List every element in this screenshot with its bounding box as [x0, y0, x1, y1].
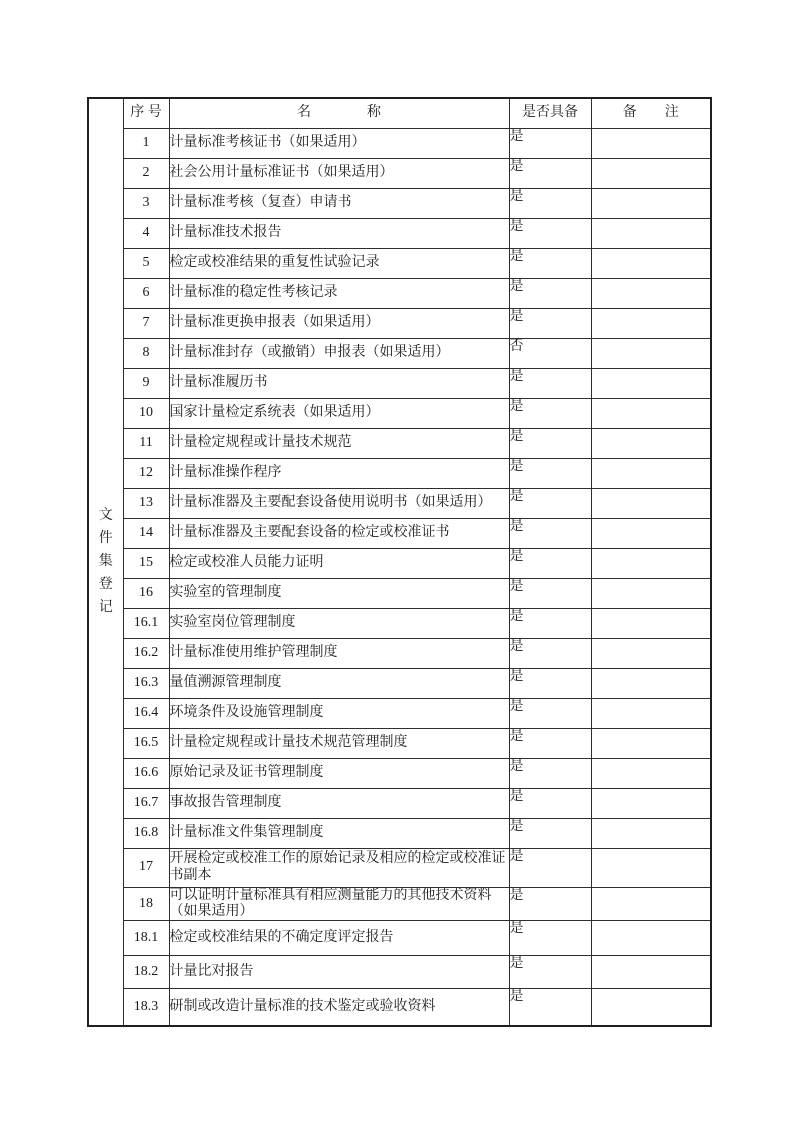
row-document-name: 社会公用计量标准证书（如果适用） [169, 158, 509, 188]
row-document-name: 计量标准使用维护管理制度 [169, 638, 509, 668]
row-remark-value [591, 368, 711, 398]
side-label-cell [88, 98, 123, 1026]
row-remark-value [591, 728, 711, 758]
table-row [88, 158, 711, 188]
side-label-char: 记 [98, 600, 113, 616]
row-available-value: 是 [509, 578, 591, 608]
row-remark-value [591, 128, 711, 158]
row-document-name: 计量比对报告 [169, 955, 509, 988]
row-serial-number: 16.5 [123, 728, 169, 758]
row-remark-value [591, 548, 711, 578]
row-serial-number: 16.2 [123, 638, 169, 668]
row-available-value: 是 [509, 248, 591, 278]
row-document-name: 实验室岗位管理制度 [169, 608, 509, 638]
row-remark-value [591, 248, 711, 278]
row-remark-value [591, 988, 711, 1026]
row-document-name: 计量标准操作程序 [169, 458, 509, 488]
row-remark-value [591, 278, 711, 308]
side-label-char: 件 [98, 530, 113, 546]
row-document-name: 开展检定或校准工作的原始记录及相应的检定或校准证书副本 [169, 848, 509, 887]
row-serial-number: 2 [123, 158, 169, 188]
table-row [88, 788, 711, 818]
row-document-name: 可以证明计量标准具有相应测量能力的其他技术资料（如果适用） [169, 887, 509, 920]
table-row [88, 638, 711, 668]
row-serial-number: 16.7 [123, 788, 169, 818]
row-serial-number: 8 [123, 338, 169, 368]
row-available-value: 是 [509, 308, 591, 338]
header-name: 名 称 [169, 98, 509, 128]
row-serial-number: 18 [123, 887, 169, 920]
row-document-name: 计量标准的稳定性考核记录 [169, 278, 509, 308]
table-row [88, 578, 711, 608]
row-available-value: 是 [509, 398, 591, 428]
row-available-value: 是 [509, 368, 591, 398]
side-label [89, 508, 123, 616]
row-available-value: 是 [509, 488, 591, 518]
table-row [88, 818, 711, 848]
row-document-name: 计量标准器及主要配套设备的检定或校准证书 [169, 518, 509, 548]
row-serial-number: 13 [123, 488, 169, 518]
row-remark-value [591, 920, 711, 955]
row-available-value: 是 [509, 548, 591, 578]
row-remark-value [591, 638, 711, 668]
row-document-name: 计量标准技术报告 [169, 218, 509, 248]
row-available-value: 是 [509, 518, 591, 548]
table-row [88, 698, 711, 728]
row-document-name: 计量标准封存（或撤销）申报表（如果适用） [169, 338, 509, 368]
row-serial-number: 7 [123, 308, 169, 338]
table-row [88, 920, 711, 955]
table-row [88, 368, 711, 398]
row-available-value: 是 [509, 188, 591, 218]
row-remark-value [591, 458, 711, 488]
table-row [88, 518, 711, 548]
table-row [88, 955, 711, 988]
table-row [88, 488, 711, 518]
table-row [88, 758, 711, 788]
row-remark-value [591, 308, 711, 338]
row-remark-value [591, 518, 711, 548]
row-serial-number: 6 [123, 278, 169, 308]
table-row [88, 668, 711, 698]
row-document-name: 计量标准文件集管理制度 [169, 818, 509, 848]
row-remark-value [591, 158, 711, 188]
side-label-char: 登 [98, 577, 113, 593]
row-document-name: 事故报告管理制度 [169, 788, 509, 818]
row-available-value: 是 [509, 638, 591, 668]
table-row [88, 988, 711, 1026]
row-serial-number: 16.1 [123, 608, 169, 638]
header-serial-number: 序 号 [123, 98, 169, 128]
row-document-name: 计量检定规程或计量技术规范 [169, 428, 509, 458]
row-available-value: 是 [509, 887, 591, 920]
row-document-name: 计量标准考核证书（如果适用） [169, 128, 509, 158]
row-document-name: 实验室的管理制度 [169, 578, 509, 608]
row-available-value: 是 [509, 988, 591, 1026]
row-available-value: 是 [509, 128, 591, 158]
row-available-value: 是 [509, 428, 591, 458]
table-row [88, 338, 711, 368]
row-serial-number: 16.4 [123, 698, 169, 728]
table-row [88, 608, 711, 638]
row-document-name: 检定或校准结果的不确定度评定报告 [169, 920, 509, 955]
row-document-name: 计量标准更换申报表（如果适用） [169, 308, 509, 338]
row-remark-value [591, 578, 711, 608]
row-document-name: 检定或校准结果的重复性试验记录 [169, 248, 509, 278]
table-row [88, 728, 711, 758]
row-serial-number: 5 [123, 248, 169, 278]
row-remark-value [591, 698, 711, 728]
side-label-char: 集 [98, 554, 113, 570]
row-available-value: 是 [509, 788, 591, 818]
row-document-name: 检定或校准人员能力证明 [169, 548, 509, 578]
table-row [88, 458, 711, 488]
header-remark: 备 注 [591, 98, 711, 128]
row-document-name: 研制或改造计量标准的技术鉴定或验收资料 [169, 988, 509, 1026]
file-register-table [87, 97, 712, 1027]
row-available-value: 是 [509, 668, 591, 698]
row-remark-value [591, 608, 711, 638]
row-remark-value [591, 668, 711, 698]
row-serial-number: 16.8 [123, 818, 169, 848]
row-serial-number: 10 [123, 398, 169, 428]
row-remark-value [591, 488, 711, 518]
table-row [88, 848, 711, 887]
row-remark-value [591, 218, 711, 248]
row-remark-value [591, 848, 711, 887]
row-available-value: 是 [509, 955, 591, 988]
table-row [88, 887, 711, 920]
row-document-name: 原始记录及证书管理制度 [169, 758, 509, 788]
row-remark-value [591, 818, 711, 848]
row-remark-value [591, 188, 711, 218]
row-remark-value [591, 428, 711, 458]
row-document-name: 计量标准履历书 [169, 368, 509, 398]
row-serial-number: 3 [123, 188, 169, 218]
row-document-name: 环境条件及设施管理制度 [169, 698, 509, 728]
row-available-value: 是 [509, 728, 591, 758]
row-remark-value [591, 398, 711, 428]
row-document-name: 量值溯源管理制度 [169, 668, 509, 698]
table-row [88, 398, 711, 428]
row-serial-number: 4 [123, 218, 169, 248]
row-document-name: 国家计量检定系统表（如果适用） [169, 398, 509, 428]
row-document-name: 计量检定规程或计量技术规范管理制度 [169, 728, 509, 758]
table-row [88, 428, 711, 458]
table-row [88, 218, 711, 248]
row-serial-number: 18.3 [123, 988, 169, 1026]
row-available-value: 是 [509, 698, 591, 728]
row-available-value: 是 [509, 920, 591, 955]
row-remark-value [591, 955, 711, 988]
row-available-value: 否 [509, 338, 591, 368]
row-serial-number: 15 [123, 548, 169, 578]
row-document-name: 计量标准器及主要配套设备使用说明书（如果适用） [169, 488, 509, 518]
table-row [88, 188, 711, 218]
row-available-value: 是 [509, 758, 591, 788]
row-serial-number: 16.3 [123, 668, 169, 698]
row-serial-number: 18.2 [123, 955, 169, 988]
row-serial-number: 9 [123, 368, 169, 398]
row-serial-number: 17 [123, 848, 169, 887]
row-serial-number: 14 [123, 518, 169, 548]
row-serial-number: 16 [123, 578, 169, 608]
row-serial-number: 12 [123, 458, 169, 488]
row-available-value: 是 [509, 818, 591, 848]
table-header-row [88, 98, 711, 128]
row-available-value: 是 [509, 848, 591, 887]
row-remark-value [591, 338, 711, 368]
row-serial-number: 1 [123, 128, 169, 158]
row-available-value: 是 [509, 458, 591, 488]
table-row [88, 548, 711, 578]
row-available-value: 是 [509, 608, 591, 638]
table-row [88, 248, 711, 278]
row-remark-value [591, 758, 711, 788]
row-available-value: 是 [509, 278, 591, 308]
row-available-value: 是 [509, 218, 591, 248]
row-remark-value [591, 788, 711, 818]
row-remark-value [591, 887, 711, 920]
row-document-name: 计量标准考核（复查）申请书 [169, 188, 509, 218]
row-serial-number: 18.1 [123, 920, 169, 955]
row-serial-number: 16.6 [123, 758, 169, 788]
table-row [88, 128, 711, 158]
row-serial-number: 11 [123, 428, 169, 458]
table-row [88, 278, 711, 308]
side-label-char: 文 [98, 507, 113, 523]
header-available: 是否具备 [509, 98, 591, 128]
table-row [88, 308, 711, 338]
row-available-value: 是 [509, 158, 591, 188]
